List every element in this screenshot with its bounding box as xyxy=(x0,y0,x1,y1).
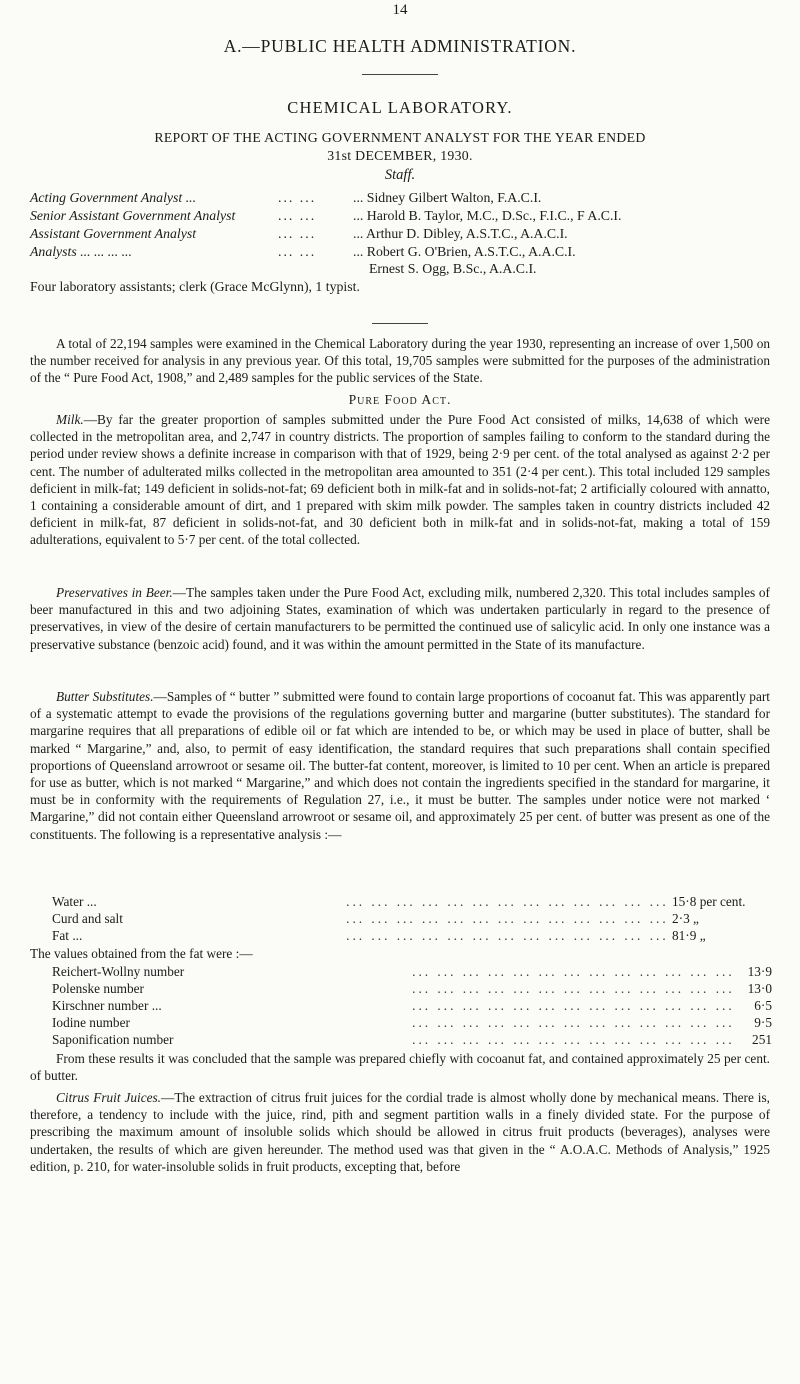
section-heading-pure-food-act: Pure Food Act. xyxy=(348,392,452,407)
staff-leader: ... ... xyxy=(278,226,317,241)
citrus-title: Citrus Fruit Juices. xyxy=(56,1090,162,1105)
staff-row xyxy=(30,244,790,262)
staff-footer: Four laboratory assistants; clerk (Grace McGlynn), 1 typist. xyxy=(30,279,360,294)
citrus-paragraph xyxy=(30,1089,770,1175)
staff-name: ... Sidney Gilbert Walton, F.A.C.I. xyxy=(353,190,542,205)
staff-row xyxy=(30,226,790,244)
fat-value-label: Polenske number xyxy=(52,981,150,997)
leader-dots: ... ... ... ... ... ... ... ... ... ... ... ... ... xyxy=(412,1015,735,1030)
composition-row xyxy=(52,928,772,946)
fat-value-row xyxy=(52,998,772,1016)
beer-text: —The samples taken under the Pure Food Act, excluding milk, numbered 2,320. This total includes samples of beer manufactured in this and two adjoining States, examination of which was undertaken particularly in regard to the presence of preservatives, in view of the desire of certain manufacturers to be permitted the continued use of salicylic acid. In only one instance was a preservative substance (benzoic acid) found, and it was within the amount permitted in the State of its manufacture. xyxy=(30,585,770,652)
report-heading-line-2: 31st DECEMBER, 1930. xyxy=(327,148,473,163)
fat-value: 6·5 xyxy=(754,998,772,1013)
milk-title: Milk. xyxy=(56,412,84,427)
section-rule xyxy=(372,323,428,324)
beer-paragraph xyxy=(30,584,770,653)
staff-name: Ernest S. Ogg, B.Sc., A.A.C.I. xyxy=(369,261,537,276)
staff-role: Assistant Government Analyst xyxy=(30,226,197,241)
butter-paragraph xyxy=(30,688,770,843)
conclusion-text: From these results it was concluded that the sample was prepared chiefly with cocoanut fat, and contained approximately 25 per cent. of butter. xyxy=(30,1051,770,1084)
leader-dots: ... ... ... ... ... ... ... ... ... ... ... ... ... xyxy=(412,964,735,979)
staff-role: Analysts ... ... ... ... xyxy=(30,244,132,259)
composition-value: 81·9 „ xyxy=(672,928,706,943)
milk-paragraph xyxy=(30,411,770,549)
leader-dots: ... ... ... ... ... ... ... ... ... ... ... ... ... xyxy=(412,981,735,996)
composition-value: 15·8 per cent. xyxy=(672,894,746,909)
composition-row xyxy=(52,911,772,929)
intro-text: A total of 22,194 samples were examined in the Chemical Laboratory during the year 1930, representing an increase of over 1,500 on the number received for analysis in any previous year. Of this total, 19,705 samples were submitted for the purposes of the administration of the “ Pure Food Act, 1908,” and 2,489 samples for the public services of the State. xyxy=(30,336,770,386)
composition-label: Fat ... xyxy=(52,928,88,944)
section-heading-lab: CHEMICAL LABORATORY. xyxy=(287,98,513,117)
staff-name: ... Robert G. O'Brien, A.S.T.C., A.A.C.I. xyxy=(353,244,576,259)
fat-value-row xyxy=(52,964,772,982)
fat-values-heading: The values obtained from the fat were :— xyxy=(30,946,253,961)
staff-row xyxy=(30,190,790,208)
fat-value-label: Reichert-Wollny number xyxy=(52,964,190,980)
fat-value: 9·5 xyxy=(754,1015,772,1030)
staff-leader: ... ... xyxy=(278,190,317,205)
staff-role: Senior Assistant Government Analyst xyxy=(30,208,236,223)
fat-value-row xyxy=(52,1015,772,1033)
leader-dots: ... ... ... ... ... ... ... ... ... ... ... ... ... xyxy=(346,911,669,926)
staff-leader: ... ... xyxy=(278,208,317,223)
milk-text: —By far the greater proportion of samples submitted under the Pure Food Act consisted of milks, 14,638 of which were collected in the metropolitan area, and 2,747 in country districts. The proportion of samples failing to conform to the standard during the period under review shows a definite increase in comparison with that of 1929, being 2·9 per cent. of the total analysed as against 2·2 per cent. The number of adulterated milks collected in the metropolitan area amounted to 351 (2·4 per cent.). This total included 129 samples deficient in milk-fat; 149 deficient in solids-not-fat; 69 deficient both in milk-fat and in solids-not-fat; 2 artificially coloured with annatto, 1 containing a considerable amount of dirt, and 1 prepared with skim milk powder. The samples taken in country districts included 42 deficient in milk-fat, 87 deficient in solids-not-fat, and 30 deficient both in milk-fat and in solids-not-fat, making a total of 159 adulterations, equivalent to 5·7 per cent. of the total collected. xyxy=(30,412,770,548)
leader-dots: ... ... ... ... ... ... ... ... ... ... ... ... ... xyxy=(412,998,735,1013)
intro-paragraph xyxy=(30,335,770,387)
fat-value-label: Kirschner number ... xyxy=(52,998,168,1014)
composition-row xyxy=(52,894,772,912)
beer-title: Preservatives in Beer. xyxy=(56,585,173,600)
staff-name: ... Arthur D. Dibley, A.S.T.C., A.A.C.I. xyxy=(353,226,568,241)
report-heading-line-1: REPORT OF THE ACTING GOVERNMENT ANALYST FOR THE YEAR ENDED xyxy=(154,130,646,145)
conclusion-paragraph xyxy=(30,1050,770,1084)
leader-dots: ... ... ... ... ... ... ... ... ... ... ... ... ... xyxy=(412,1032,735,1047)
staff-name: ... Harold B. Taylor, M.C., D.Sc., F.I.C., F A.C.I. xyxy=(353,208,622,223)
heading-rule xyxy=(362,74,438,75)
fat-value: 13·9 xyxy=(747,964,772,979)
composition-label: Water ... xyxy=(52,894,103,910)
citrus-text: —The extraction of citrus fruit juices for the cordial trade is almost wholly done by mechanical means. There is, therefore, a tendency to include with the juice, rind, pith and segment partition walls in a finely divided state. For the purpose of prescribing the maximum amount of insoluble solids which should be allowed in citrus fruit products (beverages), analyses were undertaken, the results of which are given hereunder. The method used was that given in the “ A.O.A.C. Methods of Analysis,” 1925 edition, p. 210, for water-insoluble solids in fruit products, excepting that, before xyxy=(30,1090,770,1174)
butter-text: —Samples of “ butter ” submitted were found to contain large proportions of cocoanut fat. This was apparently part of a systematic attempt to evade the provisions of the regulations governing butter and margarine (butter substitutes). The standard for margarine requires that all preparations of edible oil or fat which are intended to be, or which may be used in place of butter, shall be marked “ Margarine,” and, also, to permit of easy identification, the standard requires that such preparations shall contain specified proportions of Queensland arrowroot or sesame oil. The butter-fat content, moreover, is limited to 10 per cent. When an article is prepared for use as butter, which is not marked “ Margarine,” and which does not contain the ingredients specified in the standard for margarine, it must be in conformity with the requirements of Regulation 27, i.e., it must be butter. The samples under notice were not marked ‘ Margarine,” did not contain either Queensland arrowroot or sesame oil, and approximately 25 per cent. of butter was present as one of the constituents. The following is a representative analysis :— xyxy=(30,689,770,842)
staff-heading: Staff. xyxy=(384,167,416,183)
leader-dots: ... ... ... ... ... ... ... ... ... ... ... ... ... xyxy=(346,894,669,909)
composition-value: 2·3 „ xyxy=(672,911,699,926)
staff-row xyxy=(30,261,790,279)
butter-title: Butter Substitutes. xyxy=(56,689,154,704)
staff-role: Acting Government Analyst ... xyxy=(30,190,197,205)
fat-value: 251 xyxy=(752,1032,772,1047)
fat-value: 13·0 xyxy=(747,981,772,996)
fat-value-row xyxy=(52,981,772,999)
main-heading: A.—PUBLIC HEALTH ADMINISTRATION. xyxy=(223,36,577,56)
fat-value-row xyxy=(52,1032,772,1050)
leader-dots: ... ... ... ... ... ... ... ... ... ... ... ... ... xyxy=(346,928,669,943)
fat-value-label: Iodine number xyxy=(52,1015,136,1031)
staff-row xyxy=(30,208,790,226)
staff-leader: ... ... xyxy=(278,244,317,259)
page-number: 14 xyxy=(392,2,408,18)
fat-value-label: Saponification number xyxy=(52,1032,180,1048)
composition-label: Curd and salt xyxy=(52,911,129,927)
